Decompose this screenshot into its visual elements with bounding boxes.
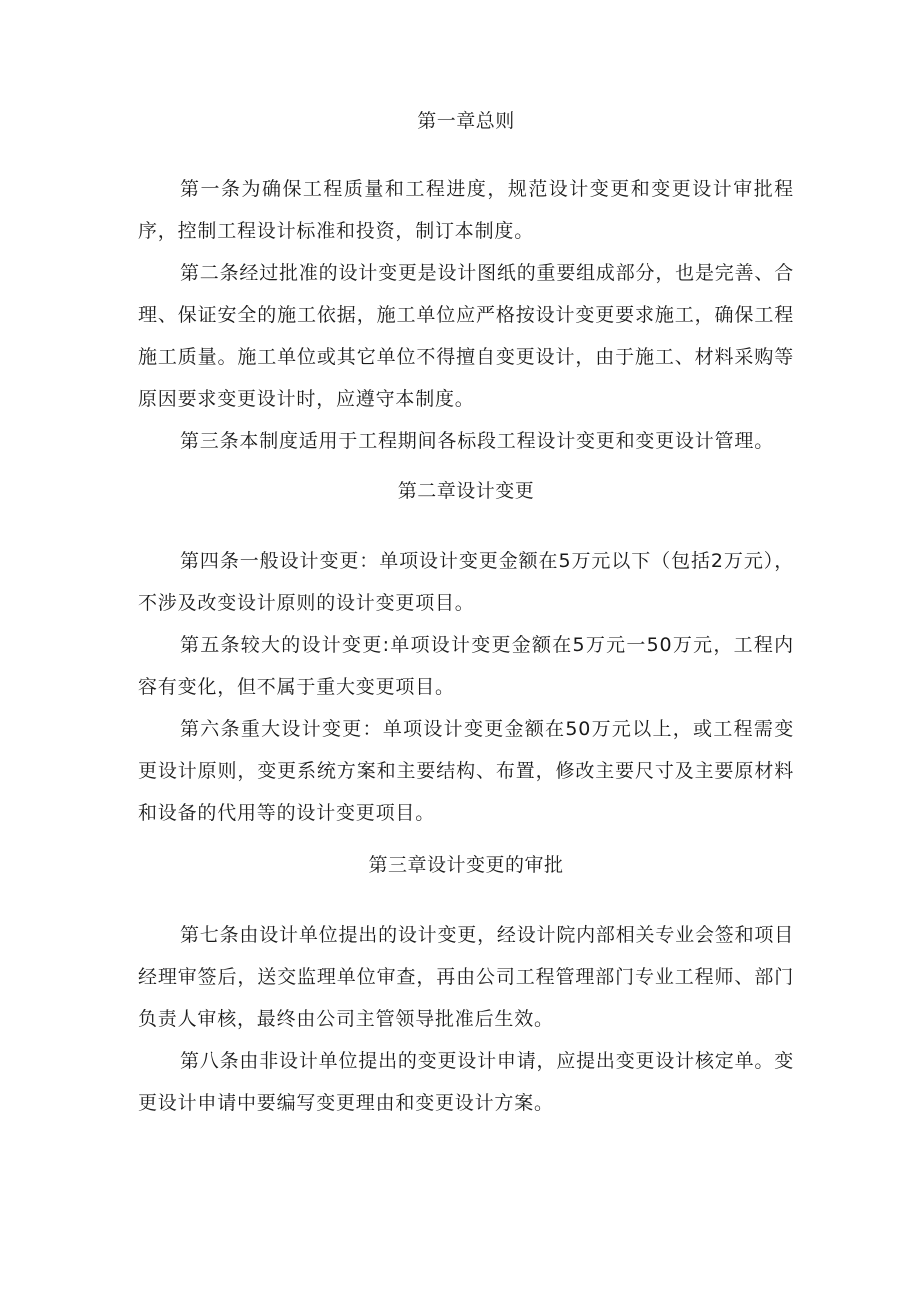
article-1: 第一条为确保工程质量和工程进度，规范设计变更和变更设计审批程序，控制工程设计标准和投资，制订本制度。 [138,178,794,242]
article-8: 第八条由非设计单位提出的变更设计申请，应提出变更设计核定单。变更设计申请中要编写变更理由和变更设计方案。 [138,1050,794,1114]
chapter-3-title: 第三章设计变更的审批 [368,854,564,876]
article-6: 第六条重大设计变更：单项设计变更金额在50万元以上，或工程需变更设计原则，变更系统方案和主要结构、布置，修改主要尺寸及主要原材料和设备的代用等的设计变更项目。 [138,718,794,824]
chapter-1-title: 第一章总则 [417,110,515,132]
chapter-2-title: 第二章设计变更 [397,480,535,502]
document-body [138,100,794,1124]
article-5: 第五条较大的设计变更:单项设计变更金额在5万元一50万元，工程内容有变化，但不属于重大变更项目。 [138,634,794,698]
article-3: 第三条本制度适用于工程期间各标段工程设计变更和变更设计管理。 [180,430,775,452]
article-4: 第四条一般设计变更：单项设计变更金额在5万元以下（包括2万元），不涉及改变设计原则的设计变更项目。 [138,550,794,614]
article-2: 第二条经过批准的设计变更是设计图纸的重要组成部分，也是完善、合理、保证安全的施工依据，施工单位应严格按设计变更要求施工，确保工程施工质量。施工单位或其它单位不得擅自变更设计，由于施工、材料采购等原因要求变更设计时，应遵守本制度。 [138,262,794,410]
article-7: 第七条由设计单位提出的设计变更，经设计院内部相关专业会签和项目经理审签后，送交监理单位审查，再由公司工程管理部门专业工程师、部门负责人审核，最终由公司主管领导批准后生效。 [138,924,794,1030]
